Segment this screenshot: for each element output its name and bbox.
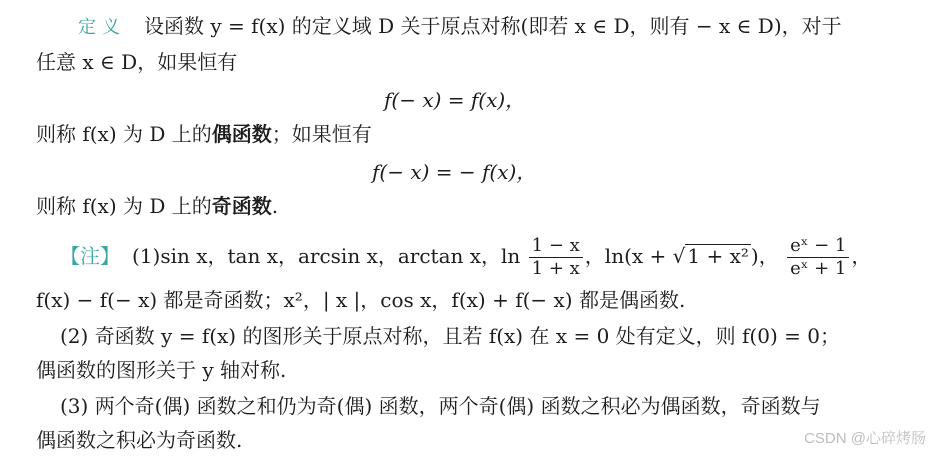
note-label: 【注】 <box>60 244 120 268</box>
note-3-line-2: 偶函数之积必为奇函数. <box>36 428 243 452</box>
note-1-line-1 <box>60 234 871 280</box>
fraction-2-denominator: eˣ + 1 <box>790 258 847 279</box>
odd-equation: f(− x) = − f(x)， <box>372 160 537 184</box>
sqrt-sign: √ <box>672 244 686 268</box>
definition-text-1: 设函数 y = f(x) 的定义域 D 关于原点对称(即若 x ∈ D，则有 − x ∈ D)，对于 <box>144 14 842 38</box>
definition-label: 定义 <box>78 17 126 38</box>
note-1-text-d: ， <box>851 244 872 268</box>
fraction-2-numerator: eˣ − 1 <box>787 235 849 258</box>
note-1-text-b: ，ln(x + <box>584 244 667 268</box>
even-suffix: ；如果恒有 <box>271 122 372 146</box>
note-1-text-c: )， <box>750 244 779 268</box>
definition-line-1 <box>78 12 842 42</box>
note-2-line-2: 偶函数的图形关于 y 轴对称. <box>36 358 287 382</box>
odd-suffix: . <box>271 194 279 218</box>
fraction-1-numerator: 1 − x <box>529 235 583 258</box>
even-function-term: 偶函数 <box>211 122 272 146</box>
note-2-line-1: (2) 奇函数 y = f(x) 的图形关于原点对称，且若 f(x) 在 x = 0 处有定义，则 f(0) = 0； <box>60 324 840 348</box>
odd-function-term: 奇函数 <box>211 194 272 218</box>
definition-text-2: 任意 x ∈ D，如果恒有 <box>36 50 238 74</box>
watermark: CSDN @心碎烤肠 <box>804 430 926 447</box>
note-3-line-1: (3) 两个奇(偶) 函数之和仍为奇(偶) 函数，两个奇(偶) 函数之积必为偶函数，奇函数与 <box>60 394 821 418</box>
odd-definition-line <box>36 192 278 220</box>
note-1-line-2: f(x) − f(− x) 都是奇函数；x²，| x |，cos x，f(x) + f(− x) 都是偶函数. <box>36 288 686 312</box>
even-definition-line <box>36 120 372 148</box>
fraction-2-exp <box>787 235 849 280</box>
sqrt-content: 1 + x² <box>687 244 749 268</box>
fraction-1-denominator: 1 + x <box>531 258 580 279</box>
even-prefix: 则称 f(x) 为 D 上的 <box>36 122 212 146</box>
fraction-1-minus-x-over-1-plus-x <box>529 235 583 280</box>
even-equation: f(− x) = f(x)， <box>384 88 526 112</box>
odd-prefix: 则称 f(x) 为 D 上的 <box>36 194 212 218</box>
note-1-text-a: (1)sin x，tan x，arcsin x，arctan x，ln <box>132 244 521 268</box>
definition-line-2 <box>36 48 237 76</box>
